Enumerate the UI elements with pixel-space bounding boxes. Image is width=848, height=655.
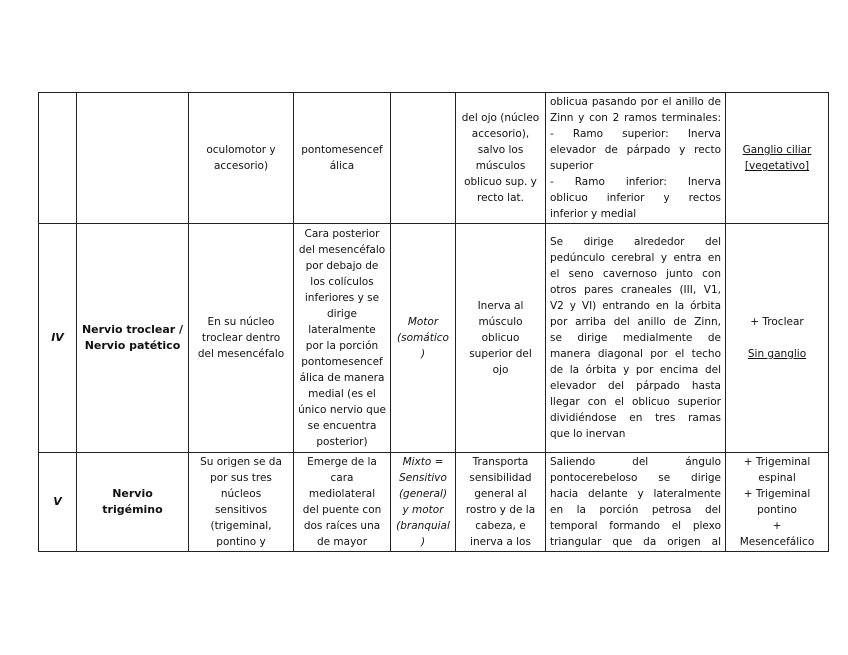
nerve-number: IV (51, 331, 64, 344)
exit-cell (294, 453, 391, 552)
exit-line: medial (es el (308, 388, 376, 400)
table-row (39, 453, 829, 552)
exit-line: Cara posterior (304, 228, 380, 240)
function-line: cabeza, e (475, 520, 526, 532)
path-line: inferior y medial (550, 208, 637, 220)
exit-line: único nervio que (298, 404, 386, 416)
exit-line: los colículos (310, 276, 374, 288)
path-line: triangular que da origen al (550, 536, 721, 548)
function-line: general al (474, 488, 527, 500)
path-line: pontocerebeloso se dirige (550, 472, 721, 484)
nerve-name-cell (77, 224, 189, 453)
ganglion-text: Ganglio ciliar (742, 144, 812, 156)
exit-text: pontomesencef álica (301, 144, 383, 172)
type-line: y motor (402, 504, 444, 516)
nerve-name-cell (77, 93, 189, 224)
path-line: manera diagonal por el techo (550, 348, 721, 360)
function-line: recto lat. (476, 192, 524, 204)
exit-line: pontomesencef (301, 356, 383, 368)
type-cell (391, 93, 456, 224)
type-line: ) (420, 536, 426, 548)
branch-text: Mesencefálico (739, 536, 815, 548)
nerve-number-cell (39, 93, 77, 224)
function-line: Inerva al (477, 300, 524, 312)
nerve-name: Nervio troclear / (81, 323, 184, 336)
branch-text: + Troclear (750, 316, 804, 328)
exit-line: por debajo de (305, 260, 379, 272)
path-line: oblicuo inferior y rectos (550, 192, 721, 204)
nerve-name-cell (77, 453, 189, 552)
exit-line: inferiores y se (304, 292, 380, 304)
origin-line: troclear dentro (201, 332, 281, 344)
path-cell (546, 453, 726, 552)
function-line: oblicuo (481, 332, 520, 344)
ganglion-cell (726, 453, 829, 552)
function-cell (456, 453, 546, 552)
path-line: Saliendo del ángulo (550, 456, 721, 468)
function-line: músculos (475, 160, 526, 172)
ganglion-cell (726, 224, 829, 453)
ganglion-cell (726, 93, 829, 224)
function-line: sensibilidad (469, 472, 532, 484)
branch-text: + Trigeminal (743, 488, 811, 500)
branch-text: + Trigeminal (743, 456, 811, 468)
origin-line: por sus tres (210, 472, 272, 484)
type-line: Motor (407, 316, 439, 328)
path-line: V2 y VI) entrando en la órbita (550, 300, 721, 312)
exit-line: por la porción (305, 340, 379, 352)
exit-line: del puente con (302, 504, 382, 516)
nerve-name: Nervio patético (84, 339, 181, 352)
exit-line: cara (330, 472, 354, 484)
exit-line: Emerge de la (307, 456, 377, 468)
origin-line: núcleos (220, 488, 262, 500)
type-line: ) (420, 348, 426, 360)
origin-line: Su origen se da (200, 456, 282, 468)
path-line: dividiéndose en tres ramas (550, 412, 721, 424)
path-line: llegar con el oblicuo superior (550, 396, 721, 408)
nerve-number: V (53, 495, 62, 508)
exit-line: mediolateral (308, 488, 376, 500)
path-cell (546, 224, 726, 453)
function-line: músculo (478, 316, 523, 328)
function-line: salvo los (477, 144, 524, 156)
origin-cell (189, 453, 294, 552)
path-line: por arriba del anillo de Zinn, (550, 316, 721, 328)
nerve-number-cell (39, 224, 77, 453)
path-line: elevador del párpado hasta (550, 380, 721, 392)
path-line: - Ramo inferior: Inerva (550, 176, 721, 188)
path-line: - Ramo superior: Inerva (550, 128, 721, 140)
exit-line: álica de manera (299, 372, 385, 384)
path-line: de la órbita y por encima del (550, 364, 721, 376)
table-row (39, 224, 829, 453)
nerve-name: Nervio trigémino (102, 487, 163, 516)
origin-line: En su núcleo (207, 316, 275, 328)
origin-cell (189, 224, 294, 453)
path-line: superior (550, 160, 594, 172)
origin-line: sensitivos (214, 504, 268, 516)
origin-line: pontino y (216, 536, 266, 548)
origin-line: del mesencéfalo (197, 348, 285, 360)
function-line: rostro y de la (465, 504, 536, 516)
branch-text: espinal (758, 472, 796, 484)
path-cell (546, 93, 726, 224)
path-line: hacia delante y lateralmente (550, 488, 721, 500)
exit-line: de mayor (316, 536, 368, 548)
type-line: (branquial (396, 520, 450, 532)
path-line: el seno cavernoso junto con (550, 268, 721, 280)
exit-line: posterior) (316, 436, 368, 448)
path-line: temporal formando el plexo (550, 520, 721, 532)
exit-cell (294, 224, 391, 453)
branch-text: + (772, 520, 782, 532)
function-line: Transporta (472, 456, 529, 468)
path-line: pedúnculo cerebral y entra en (550, 252, 721, 264)
type-line: Mixto = (402, 456, 444, 468)
path-line: en la porción petrosa del (550, 504, 721, 516)
ganglion-text: Sin ganglio (747, 348, 807, 360)
path-line: elevador de párpado y recto (550, 144, 721, 156)
exit-cell (294, 93, 391, 224)
function-cell (456, 224, 546, 453)
type-line: (general) (398, 488, 448, 500)
table-row (39, 93, 829, 224)
type-line: (somático (397, 332, 449, 344)
path-line: que lo inervan (550, 428, 626, 440)
nerve-number-cell (39, 453, 77, 552)
exit-line: lateralmente (308, 324, 376, 336)
origin-line: (trigeminal, (210, 520, 272, 532)
function-cell (456, 93, 546, 224)
path-line: se dirige medialmente de (550, 332, 721, 344)
cranial-nerves-table (38, 92, 829, 552)
path-line: Se dirige alrededor del (550, 236, 721, 248)
ganglion-text: [vegetativo] (744, 160, 810, 172)
exit-line: dos raíces una (303, 520, 381, 532)
exit-line: se encuentra (307, 420, 377, 432)
type-cell (391, 453, 456, 552)
path-line: otros pares craneales (III, V1, (550, 284, 721, 296)
function-line: oblicuo sup. y (464, 176, 537, 188)
path-line: oblicua pasando por el anillo de (550, 96, 721, 108)
type-line: Sensitivo (399, 472, 447, 484)
function-line: superior del (469, 348, 532, 360)
origin-text: oculomotor y accesorio) (206, 144, 276, 172)
function-line: accesorio), (471, 128, 530, 140)
exit-line: dirige (327, 308, 357, 320)
exit-line: del mesencéfalo (298, 244, 386, 256)
function-line: del ojo (núcleo (461, 112, 540, 124)
origin-cell (189, 93, 294, 224)
path-line: Zinn y con 2 ramos terminales: (550, 112, 721, 124)
branch-text: pontino (757, 504, 797, 516)
function-line: inerva a los (470, 536, 531, 548)
type-cell (391, 224, 456, 453)
function-line: ojo (492, 364, 509, 376)
